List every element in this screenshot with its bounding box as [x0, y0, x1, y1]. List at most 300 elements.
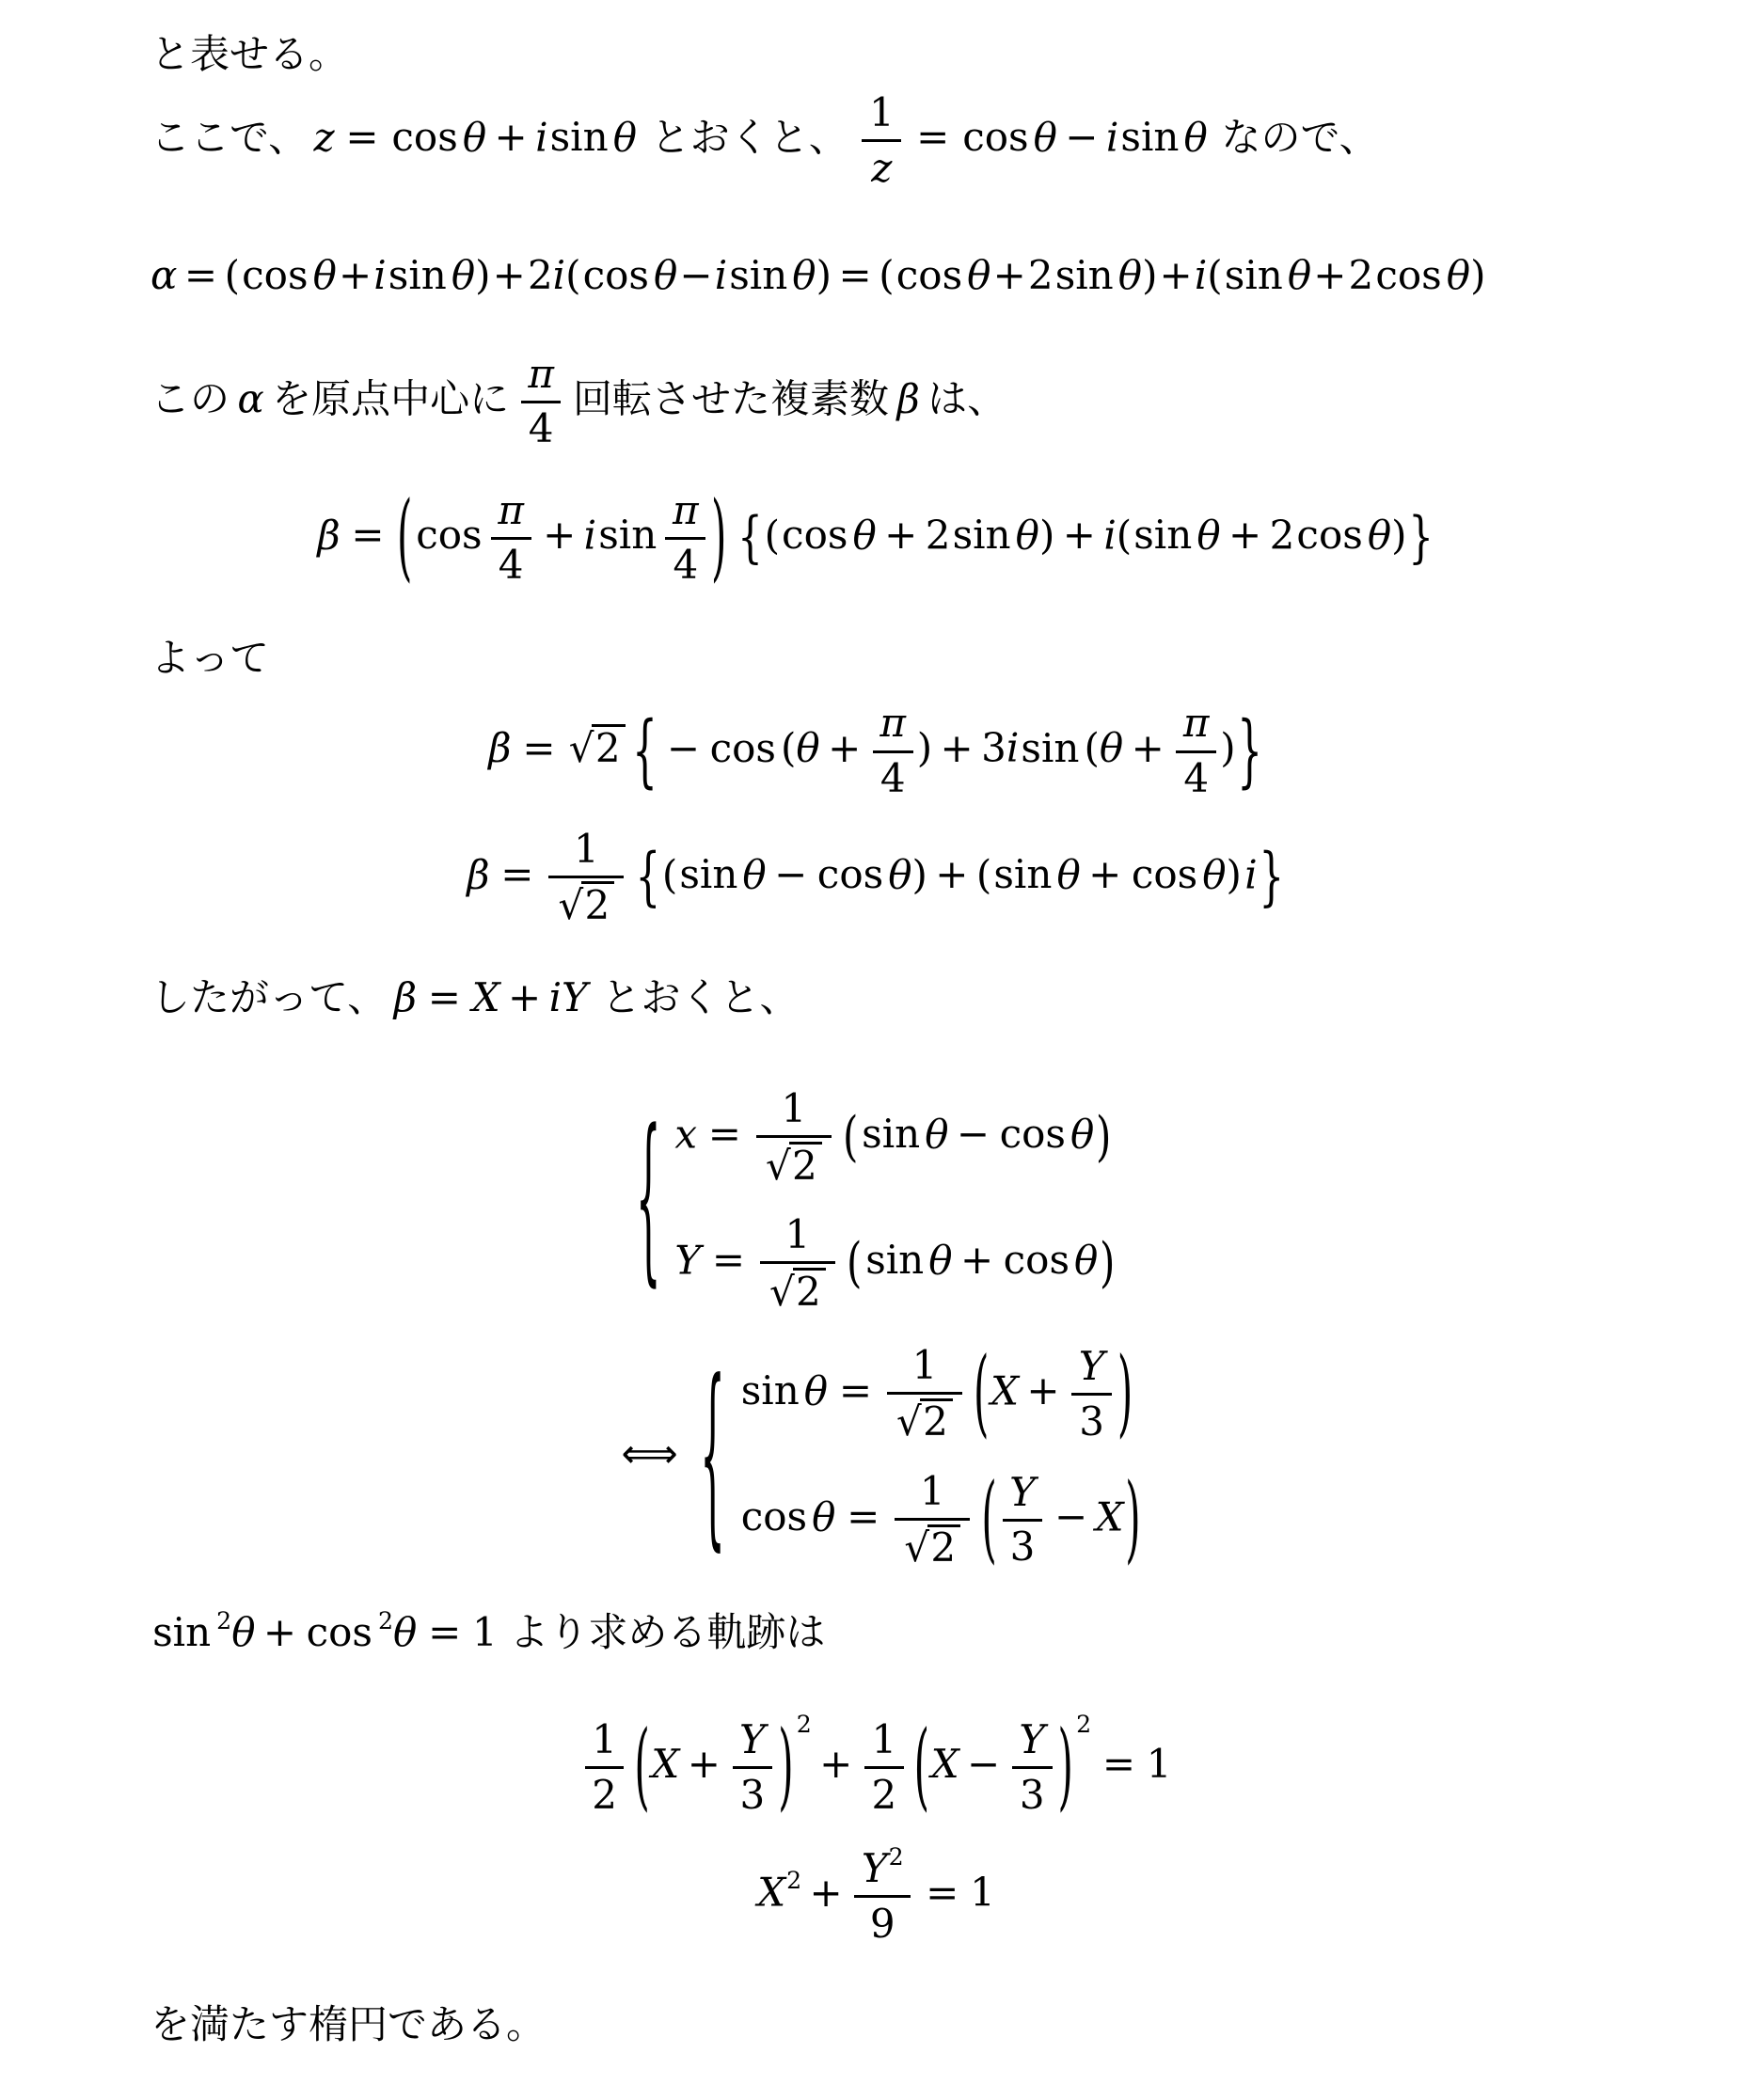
fraction	[887, 1343, 962, 1445]
math-function: cos	[740, 1493, 808, 1540]
math-operator: +	[1062, 512, 1096, 559]
math-roman: (	[879, 251, 895, 298]
math-relation: =	[838, 1367, 873, 1414]
math-variable: α	[151, 251, 178, 298]
stretchy-delimiter: (	[974, 1336, 990, 1448]
math-roman: (	[565, 251, 581, 298]
math-relation: =	[707, 1111, 741, 1158]
math-roman: 2	[592, 1771, 617, 1818]
math-variable: i	[583, 512, 597, 559]
math-roman: 3	[1009, 1524, 1036, 1571]
math-operator: +	[1228, 512, 1262, 559]
stretchy-delimiter: {	[635, 839, 661, 913]
fraction	[733, 1717, 773, 1818]
math-roman: 2	[584, 882, 610, 929]
denominator	[1176, 750, 1216, 802]
math-roman: )	[1470, 251, 1486, 298]
math-roman: 2	[871, 1771, 897, 1818]
denominator	[521, 401, 562, 452]
math-variable: X	[930, 1741, 959, 1788]
math-function: sin	[729, 251, 788, 298]
math-variable: i	[1105, 114, 1119, 161]
japanese-text: を満たす楕円である。	[151, 2004, 547, 2048]
math-roman: (	[1084, 725, 1100, 771]
math-operator: +	[940, 725, 974, 771]
numerator	[585, 1717, 625, 1766]
stretchy-delimiter: }	[1259, 839, 1285, 913]
denominator	[895, 1518, 970, 1571]
math-variable: Y	[1009, 1468, 1036, 1515]
square-root	[569, 722, 626, 776]
fraction	[1176, 701, 1216, 801]
math-variable: Y	[1019, 1715, 1046, 1762]
math-roman: 1	[911, 1341, 938, 1388]
math-function: sin	[679, 850, 738, 897]
math-relation: =	[351, 512, 385, 559]
math-roman: 2	[930, 1524, 957, 1571]
line-identity-locus	[151, 1605, 1602, 1661]
stretchy-delimiter: )	[1125, 1462, 1141, 1573]
math-variable: θ	[742, 850, 767, 897]
left-brace: {	[700, 1337, 725, 1569]
iff-arrow: ⟺	[621, 1430, 677, 1477]
math-roman: )	[816, 251, 832, 298]
math-operator: +	[819, 1741, 853, 1788]
stretchy-delimiter: {	[737, 504, 763, 570]
math-roman: 4	[498, 542, 524, 589]
math-operator: −	[967, 1741, 1001, 1788]
denominator	[733, 1766, 773, 1818]
stretchy-delimiter: }	[1237, 703, 1263, 797]
math-roman: 1	[1146, 1741, 1172, 1788]
math-variable: X	[1095, 1493, 1124, 1540]
superscript: 2	[377, 1606, 394, 1634]
math-roman: 1	[871, 1715, 897, 1762]
square-root	[766, 1142, 822, 1189]
math-operator: −	[1065, 114, 1099, 161]
math-roman: )	[1226, 850, 1242, 897]
line-set-beta-xiy	[151, 971, 1602, 1026]
math-variable: α	[237, 375, 264, 422]
math-variable: θ	[393, 1608, 418, 1655]
numerator	[1003, 1470, 1043, 1519]
math-roman: )	[1220, 725, 1236, 771]
math-variable: θ	[1099, 725, 1124, 771]
math-variable: θ	[312, 251, 337, 298]
math-function: sin	[549, 114, 609, 161]
superscript: 2	[1076, 1711, 1092, 1739]
math-variable: i	[1103, 512, 1117, 559]
math-roman: (	[764, 512, 780, 559]
math-variable: π	[1182, 700, 1210, 747]
fraction	[665, 488, 705, 589]
math-operator: +	[884, 512, 918, 559]
math-variable: θ	[1074, 1237, 1099, 1284]
numerator	[665, 488, 705, 537]
system-row	[674, 1086, 1113, 1189]
math-variable: θ	[462, 114, 487, 161]
stretchy-delimiter: (	[913, 1710, 930, 1822]
numerator	[854, 1844, 911, 1895]
eq-beta-product	[151, 481, 1602, 592]
stretchy-delimiter: (	[981, 1462, 997, 1573]
stretchy-delimiter: )	[778, 1710, 794, 1822]
eq-beta-rectangular	[151, 827, 1602, 929]
fraction	[854, 1844, 911, 1947]
math-variable: X	[471, 974, 500, 1021]
math-variable: β	[317, 512, 341, 559]
math-variable: π	[673, 486, 699, 533]
japanese-text: ここで、	[151, 117, 309, 161]
math-roman: 2	[792, 1142, 817, 1189]
math-variable: Y	[861, 1845, 888, 1892]
square-root	[558, 881, 614, 928]
fraction	[760, 1212, 835, 1315]
math-variable: i	[548, 974, 563, 1021]
math-operator: +	[809, 1869, 843, 1916]
math-roman: 1	[472, 1608, 498, 1655]
math-function: sin	[862, 1111, 921, 1158]
denominator	[1003, 1519, 1043, 1571]
math-function: cos	[962, 114, 1029, 161]
math-variable: θ	[1196, 512, 1221, 559]
math-roman: 9	[869, 1900, 895, 1947]
math-roman: 2	[1269, 512, 1295, 559]
math-function: cos	[391, 114, 458, 161]
math-function: cos	[1296, 512, 1363, 559]
math-operator: −	[956, 1111, 990, 1158]
system-row	[674, 1212, 1117, 1315]
square-root	[904, 1524, 960, 1571]
line-rotation-statement	[151, 352, 1602, 452]
math-roman: 1	[970, 1869, 995, 1916]
denominator	[760, 1261, 835, 1315]
math-relation: =	[1101, 1741, 1136, 1788]
math-variable: θ	[852, 512, 877, 559]
math-variable: π	[528, 350, 554, 397]
math-function: sin	[1120, 114, 1180, 161]
math-roman: 4	[673, 542, 699, 589]
japanese-text: より求める軌跡は	[509, 1611, 826, 1655]
math-variable: θ	[1367, 512, 1392, 559]
system-rows	[674, 1086, 1117, 1315]
math-operator: −	[774, 850, 808, 897]
math-function: cos	[1375, 251, 1442, 298]
math-roman: 1	[919, 1467, 945, 1514]
superscript: 2	[796, 1711, 812, 1739]
line-expressed-as	[151, 28, 1602, 83]
fraction	[756, 1086, 832, 1189]
stretchy-delimiter: )	[1117, 1336, 1133, 1448]
japanese-text: を原点中心に	[272, 378, 510, 422]
numerator	[887, 1343, 962, 1392]
radical-sign: √	[558, 882, 584, 929]
numerator	[491, 488, 531, 537]
math-roman: 1	[592, 1715, 617, 1762]
stretchy-delimiter: )	[711, 481, 727, 592]
math-relation: =	[500, 850, 534, 897]
fraction	[585, 1717, 625, 1818]
math-operator: −	[1054, 1493, 1088, 1540]
line-conclusion	[151, 1998, 1602, 2053]
math-function: sin	[152, 1608, 212, 1655]
math-roman: 1	[781, 1085, 807, 1132]
numerator	[521, 352, 562, 401]
math-roman: 2	[1027, 251, 1054, 298]
math-function: sin	[1054, 251, 1114, 298]
math-variable: β	[488, 725, 512, 771]
stretchy-delimiter: )	[1057, 1710, 1073, 1822]
fraction	[895, 1469, 970, 1571]
math-variable: i	[1006, 725, 1020, 771]
equation-system	[700, 1336, 1142, 1573]
radicand	[920, 1398, 953, 1443]
fraction	[521, 352, 562, 452]
math-function: sin	[740, 1367, 800, 1414]
square-root	[896, 1398, 953, 1445]
japanese-text: なので、	[1221, 117, 1379, 161]
math-relation: =	[345, 114, 379, 161]
stretchy-delimiter: (	[842, 1105, 859, 1168]
math-variable: θ	[925, 1111, 949, 1158]
math-variable: θ	[1056, 850, 1081, 897]
denominator	[585, 1766, 625, 1818]
japanese-text: と表せる。	[151, 34, 349, 77]
math-relation: =	[522, 725, 556, 771]
numerator	[895, 1469, 970, 1518]
math-variable: i	[1244, 850, 1258, 897]
math-roman: 2	[796, 1268, 821, 1315]
system-rows	[739, 1336, 1143, 1573]
stretchy-delimiter: (	[397, 481, 413, 592]
math-variable: θ	[803, 1367, 829, 1414]
math-roman: 2	[925, 512, 951, 559]
denominator	[887, 1392, 962, 1445]
math-variable: θ	[654, 251, 678, 298]
stretchy-delimiter: (	[847, 1231, 863, 1294]
math-roman: 3	[981, 725, 1006, 771]
denominator	[854, 1895, 911, 1947]
japanese-text: したがって、	[151, 977, 388, 1021]
math-roman: (	[1116, 512, 1133, 559]
math-operator: +	[494, 114, 528, 161]
math-function: sin	[1224, 251, 1283, 298]
math-roman: 1	[573, 825, 599, 872]
math-function: sin	[865, 1237, 925, 1284]
numerator	[733, 1717, 773, 1766]
math-operator: +	[687, 1741, 721, 1788]
math-roman: )	[1142, 251, 1158, 298]
math-roman: 2	[527, 251, 553, 298]
math-roman: (	[975, 850, 992, 897]
math-function: cos	[582, 251, 649, 298]
math-operator: +	[992, 251, 1026, 298]
math-relation: =	[428, 1608, 462, 1655]
numerator	[873, 701, 913, 750]
japanese-text: とおくと、	[601, 977, 800, 1021]
math-function: cos	[999, 1111, 1066, 1158]
radical-sign: √	[765, 1142, 791, 1189]
math-operator: +	[492, 251, 526, 298]
math-variable: i	[535, 114, 548, 161]
line-therefore	[151, 632, 1602, 687]
math-operator: +	[959, 1237, 994, 1284]
math-operator: +	[1159, 251, 1193, 298]
radicand	[581, 881, 614, 929]
denominator	[756, 1135, 832, 1189]
math-variable: i	[373, 251, 387, 298]
math-function: cos	[416, 512, 483, 559]
math-roman: )	[916, 725, 933, 771]
math-variable: i	[714, 251, 728, 298]
superscript: 2	[216, 1606, 232, 1634]
denominator	[548, 876, 624, 929]
square-root	[769, 1268, 826, 1315]
math-variable: π	[498, 486, 524, 533]
math-variable: θ	[1183, 114, 1208, 161]
math-function: sin	[1133, 512, 1193, 559]
numerator	[1071, 1344, 1112, 1393]
math-function: sin	[952, 512, 1011, 559]
math-variable: θ	[612, 114, 637, 161]
math-function: cos	[242, 251, 309, 298]
math-variable: θ	[1117, 251, 1143, 298]
math-variable: θ	[451, 251, 476, 298]
fraction	[548, 827, 624, 929]
numerator	[548, 827, 624, 876]
radical-sign: √	[896, 1398, 922, 1445]
math-operator: +	[338, 251, 372, 298]
math-roman: 1	[784, 1211, 811, 1258]
system-row	[739, 1336, 1134, 1448]
numerator	[1012, 1717, 1053, 1766]
math-variable: i	[1194, 251, 1208, 298]
math-variable: θ	[888, 850, 912, 897]
math-operator: −	[666, 725, 701, 771]
math-variable: X	[757, 1869, 786, 1916]
math-relation: =	[926, 1869, 959, 1916]
system-row	[739, 1462, 1143, 1573]
math-function: sin	[388, 251, 447, 298]
japanese-text: は、	[927, 378, 1007, 422]
math-function: cos	[709, 725, 776, 771]
denominator	[1012, 1766, 1053, 1818]
eq-system-theta	[151, 1336, 1602, 1573]
stretchy-delimiter: (	[634, 1710, 650, 1822]
math-variable: θ	[1015, 512, 1039, 559]
japanese-text: この	[151, 378, 230, 422]
math-variable: θ	[792, 251, 816, 298]
math-variable: θ	[967, 251, 991, 298]
math-roman: )	[1391, 512, 1407, 559]
math-roman: (	[224, 251, 241, 298]
denominator	[873, 750, 913, 802]
math-relation: =	[711, 1237, 746, 1284]
japanese-text: 回転させた複素数	[573, 378, 890, 422]
math-variable: θ	[812, 1493, 836, 1540]
math-roman: 4	[879, 755, 906, 802]
eq-beta-sqrt2	[151, 701, 1602, 801]
math-operator: +	[1313, 251, 1347, 298]
math-operator: +	[508, 974, 542, 1021]
left-brace: {	[635, 1090, 661, 1303]
math-roman: 4	[528, 405, 554, 452]
math-roman: (	[781, 725, 797, 771]
fraction	[1012, 1717, 1053, 1818]
math-operator: +	[1088, 850, 1122, 897]
fraction	[491, 488, 531, 589]
math-function: sin	[993, 850, 1053, 897]
fraction	[862, 90, 901, 191]
math-variable: θ	[1446, 251, 1471, 298]
math-variable: z	[871, 144, 893, 191]
math-variable: Y	[1078, 1342, 1105, 1389]
math-variable: θ	[796, 725, 820, 771]
math-relation: =	[916, 114, 950, 161]
math-roman: 3	[1079, 1397, 1104, 1445]
math-function: cos	[1131, 850, 1198, 897]
fraction	[873, 701, 913, 801]
denominator	[665, 537, 705, 589]
fraction	[1003, 1470, 1043, 1571]
math-relation: =	[838, 251, 872, 298]
math-variable: π	[879, 700, 907, 747]
math-function: sin	[1021, 725, 1080, 771]
math-roman: 2	[1348, 251, 1374, 298]
math-function: cos	[306, 1608, 372, 1655]
radical-sign: √	[904, 1524, 930, 1571]
denominator	[862, 139, 901, 191]
math-roman: )	[911, 850, 927, 897]
math-operator: +	[828, 725, 862, 771]
math-function: cos	[895, 251, 963, 298]
math-relation: =	[847, 1493, 880, 1540]
stretchy-delimiter: )	[1100, 1231, 1116, 1294]
numerator	[864, 1717, 904, 1766]
radicand	[793, 1268, 826, 1315]
fraction	[864, 1717, 904, 1818]
denominator	[1071, 1393, 1112, 1445]
math-variable: θ	[1287, 251, 1312, 298]
stretchy-delimiter: {	[632, 703, 658, 797]
math-roman: 4	[1183, 755, 1210, 802]
stretchy-delimiter: )	[1095, 1105, 1112, 1168]
denominator	[864, 1766, 904, 1818]
line-definition-of-z	[151, 90, 1602, 191]
math-relation: =	[183, 251, 218, 298]
eq-sum-of-squares	[151, 1709, 1602, 1822]
math-operator: +	[1131, 725, 1165, 771]
math-function: sin	[598, 512, 658, 559]
math-variable: Y	[674, 1237, 702, 1284]
japanese-text: とおくと、	[650, 117, 848, 161]
math-variable: θ	[1202, 850, 1227, 897]
math-variable: θ	[1033, 114, 1057, 161]
math-roman: )	[1038, 512, 1055, 559]
superscript: 2	[786, 1867, 802, 1895]
math-operator: +	[1026, 1367, 1060, 1414]
stretchy-delimiter: }	[1408, 504, 1434, 570]
math-operator: +	[935, 850, 969, 897]
math-function: cos	[816, 850, 884, 897]
math-variable: θ	[231, 1608, 256, 1655]
japanese-text: よって	[151, 637, 270, 681]
math-variable: θ	[1070, 1111, 1095, 1158]
math-variable: θ	[928, 1237, 953, 1284]
equation-system	[636, 1086, 1117, 1315]
math-variable: β	[393, 974, 417, 1021]
radicand	[927, 1524, 960, 1569]
